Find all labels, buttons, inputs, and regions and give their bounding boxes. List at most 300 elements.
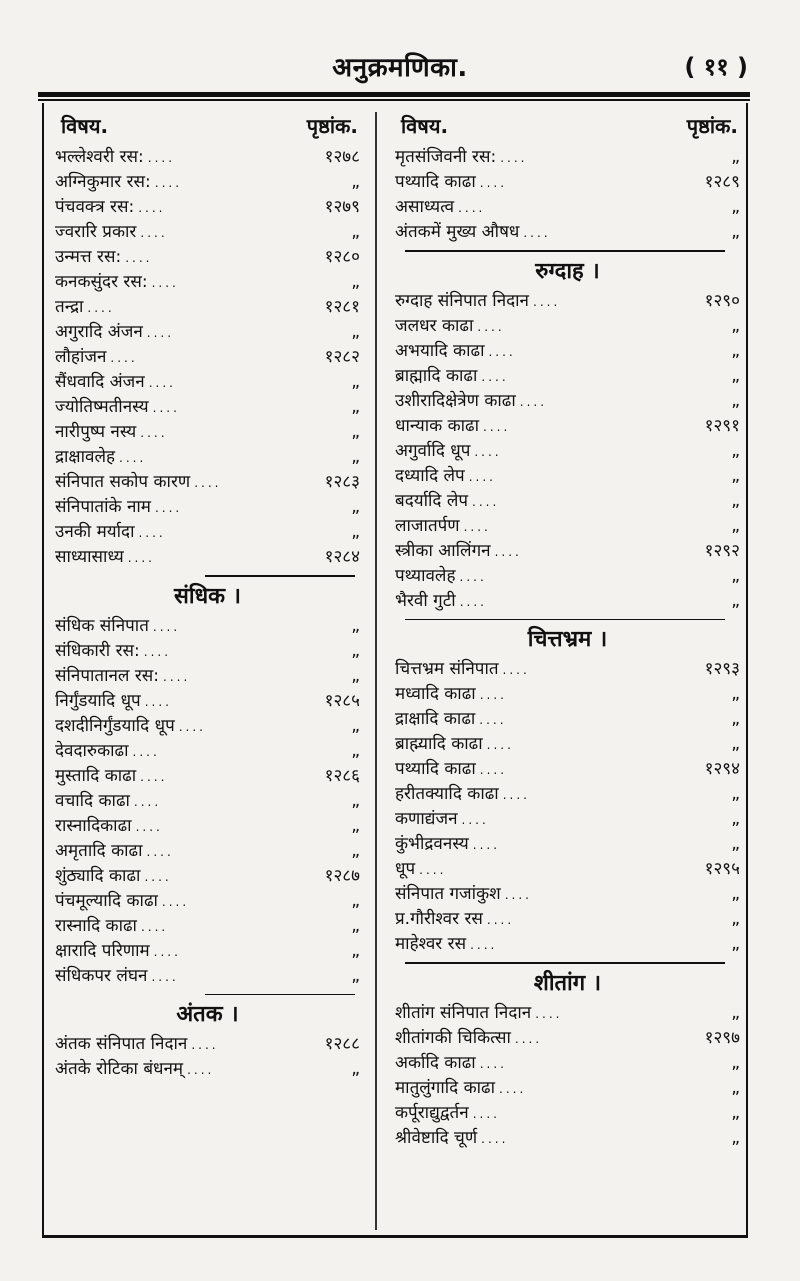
index-entry — [395, 438, 740, 463]
index-entry — [395, 656, 740, 681]
leader-dots: .... — [153, 944, 181, 959]
entry-page-number: „ — [731, 1102, 740, 1123]
index-entry — [395, 806, 740, 831]
leader-dots: .... — [140, 226, 168, 240]
entry-page-number: „ — [351, 1059, 360, 1079]
index-entry — [55, 688, 360, 713]
entry-page-number: „ — [731, 197, 740, 217]
leader-dots: .... — [154, 501, 183, 515]
leader-dots: .... — [461, 813, 489, 827]
entry-subject: तन्द्रा — [55, 297, 84, 317]
entry-page-number: „ — [731, 1052, 740, 1073]
entry-subject: भैरवी गुटी — [395, 590, 456, 611]
index-entry — [395, 831, 740, 856]
index-entry — [55, 963, 360, 988]
entry-subject: संधिकारी रस: — [55, 640, 140, 661]
index-entry — [395, 1075, 740, 1100]
leader-dots: .... — [486, 738, 514, 752]
entry-subject: शुंठ्यादि काढा — [55, 865, 141, 886]
entry-page-number: „ — [351, 497, 360, 517]
leader-dots: .... — [132, 744, 160, 759]
left-column-header — [55, 112, 360, 144]
leader-dots: .... — [152, 619, 181, 634]
entry-page-number: १२९० — [704, 290, 740, 311]
leader-dots: .... — [133, 794, 162, 809]
leader-dots: .... — [459, 594, 487, 609]
entry-subject: माहेश्वर रस — [395, 934, 467, 954]
entry-page-number: „ — [731, 147, 740, 167]
index-entry — [55, 763, 360, 788]
entry-page-number: „ — [731, 684, 740, 704]
index-entry — [55, 194, 360, 219]
entry-subject: मुस्तादि काढा — [55, 765, 137, 786]
index-entry — [395, 338, 740, 363]
entry-page-number: „ — [351, 522, 360, 542]
entry-subject: उन्मत्त रस: — [55, 247, 122, 267]
leader-dots: .... — [140, 769, 168, 784]
entry-page-number: „ — [731, 515, 740, 536]
entry-page-number: „ — [351, 665, 360, 686]
entry-page-number: १२९२ — [704, 540, 740, 561]
leader-dots: .... — [481, 1131, 509, 1146]
entry-subject: रास्नादि काढा — [55, 915, 137, 936]
entry-subject: उशीरादिक्षेत्रेण काढा — [395, 390, 516, 411]
index-entry — [395, 881, 740, 906]
entry-subject: कणाद्यंजन — [395, 809, 458, 829]
index-entry — [395, 1025, 740, 1050]
leader-dots: .... — [146, 326, 175, 340]
index-entry — [395, 169, 740, 194]
entry-subject: ब्राह्मादि काढा — [395, 365, 478, 386]
entry-page-number: „ — [351, 222, 360, 242]
entry-subject: ज्योतिष्मतीनस्य — [55, 397, 149, 417]
entry-page-number: „ — [351, 790, 360, 811]
index-entry — [55, 638, 360, 663]
leader-dots: .... — [477, 319, 505, 334]
entry-page-number: „ — [731, 440, 740, 461]
page-title: अनुक्रमणिका. — [332, 53, 468, 83]
entry-subject: धान्याक काढा — [395, 415, 480, 436]
section-heading: चित्तभ्रम । — [527, 627, 608, 652]
entry-subject: मृतसंजिवनी रस: — [395, 147, 497, 167]
index-entry — [395, 1050, 740, 1075]
entry-subject: ब्राह्म्यादि काढा — [395, 734, 483, 754]
index-entry — [55, 663, 360, 688]
leader-dots: .... — [151, 969, 179, 984]
entry-subject: संनिपातांके नाम — [55, 497, 151, 517]
leader-dots: .... — [481, 369, 509, 384]
index-entry — [395, 731, 740, 756]
entry-subject: शीतांग संनिपात निदान — [395, 1002, 532, 1023]
index-entry — [395, 563, 740, 588]
leader-dots: .... — [138, 526, 166, 540]
page-number: ( ११ ) — [684, 53, 748, 81]
leader-dots: .... — [514, 1031, 543, 1046]
leader-dots: .... — [499, 1081, 527, 1096]
entry-page-number: १२८१ — [324, 297, 360, 317]
leader-dots: .... — [494, 544, 522, 559]
index-entry — [55, 369, 360, 394]
entry-page-number: „ — [351, 322, 360, 342]
entry-subject: द्राक्षादि काढा — [395, 709, 476, 729]
entry-subject: असाध्यत्व — [395, 197, 455, 217]
index-entry — [395, 313, 740, 338]
leader-dots: .... — [523, 226, 551, 240]
index-entry — [395, 144, 740, 169]
index-entry — [395, 1125, 740, 1150]
index-entry — [55, 294, 360, 319]
index-entry — [55, 469, 360, 494]
entry-page-number: „ — [731, 565, 740, 586]
leader-dots: .... — [152, 401, 180, 415]
index-entry — [55, 938, 360, 963]
entry-page-number: „ — [731, 340, 740, 361]
entry-subject: संधिकपर लंघन — [55, 965, 148, 986]
entry-subject: मातुलुंगादि काढा — [395, 1077, 496, 1098]
entry-page-number: १२९३ — [704, 659, 740, 679]
index-entry — [55, 494, 360, 519]
leader-dots: .... — [535, 1006, 563, 1021]
entry-page-number: „ — [351, 397, 360, 417]
index-entry — [55, 713, 360, 738]
index-entry — [395, 513, 740, 538]
index-entry — [55, 244, 360, 269]
header-rule-thick — [38, 92, 750, 97]
leader-dots: .... — [191, 1038, 219, 1052]
index-entry — [55, 863, 360, 888]
entry-page-number: १२७८ — [324, 147, 360, 167]
section-heading: शीतांग । — [533, 970, 602, 996]
entry-subject: वचादि काढा — [55, 790, 130, 811]
leader-dots: .... — [479, 176, 508, 190]
leader-dots: .... — [163, 669, 191, 684]
page-number-header: पृष्ठांक. — [686, 114, 738, 138]
index-entry — [395, 1100, 740, 1125]
leader-dots: .... — [533, 294, 561, 309]
entry-subject: हरीतक्यादि काढा — [395, 784, 499, 804]
leader-dots: .... — [110, 351, 138, 365]
leader-dots: .... — [470, 938, 498, 952]
entry-page-number: १२८९ — [704, 172, 740, 192]
index-entry — [55, 419, 360, 444]
leader-dots: .... — [194, 476, 222, 490]
index-entry — [55, 144, 360, 169]
entry-page-number: „ — [731, 315, 740, 336]
leader-dots: .... — [472, 1106, 500, 1121]
leader-dots: .... — [483, 419, 511, 434]
section-rule — [205, 994, 355, 996]
entry-subject: पंचमूल्यादि काढा — [55, 890, 158, 911]
entry-subject: अभयादि काढा — [395, 340, 485, 361]
leader-dots: .... — [151, 276, 179, 290]
entry-subject: रुग्दाह संनिपात निदान — [395, 290, 529, 311]
leader-dots: .... — [419, 863, 447, 877]
leader-dots: .... — [519, 394, 548, 409]
entry-page-number: „ — [731, 909, 740, 929]
index-entry — [55, 319, 360, 344]
leader-dots: .... — [486, 913, 515, 927]
entry-subject: पंचवक्त्र रस: — [55, 197, 135, 217]
leader-dots: .... — [474, 444, 502, 459]
entry-page-number: „ — [731, 490, 740, 511]
entry-page-number: „ — [731, 222, 740, 242]
section-rule — [205, 575, 355, 577]
leader-dots: .... — [472, 838, 501, 852]
index-entry — [395, 538, 740, 563]
leader-dots: .... — [472, 494, 500, 509]
entry-page-number: „ — [351, 422, 360, 442]
left-column — [55, 112, 360, 1081]
entry-page-number: „ — [731, 365, 740, 386]
entry-page-number: „ — [351, 447, 360, 467]
entry-subject: अग्निकुमार रस: — [55, 172, 151, 192]
entry-page-number: १२९४ — [704, 759, 740, 779]
index-entry — [395, 906, 740, 931]
entry-subject: उनकी मर्यादा — [55, 522, 135, 542]
leader-dots: .... — [502, 788, 530, 802]
section-heading: संधिक । — [174, 583, 241, 609]
index-entry — [395, 588, 740, 613]
index-entry — [395, 363, 740, 388]
leader-dots: .... — [144, 869, 172, 884]
entry-page-number: १२९५ — [704, 859, 740, 879]
entry-page-number: १२७९ — [324, 197, 360, 217]
entry-subject: संनिपातानल रस: — [55, 665, 160, 686]
section-rule — [405, 962, 725, 964]
index-entry — [55, 1031, 360, 1056]
leader-dots: .... — [161, 894, 190, 909]
leader-dots: .... — [468, 469, 496, 484]
entry-page-number: „ — [351, 640, 360, 661]
leader-dots: .... — [479, 713, 507, 727]
index-entry — [55, 444, 360, 469]
column-divider — [375, 112, 377, 1230]
entry-subject: नारीपुष्प नस्य — [55, 422, 137, 442]
entry-page-number: „ — [351, 172, 360, 192]
entry-subject: अमृतादि काढा — [55, 840, 143, 861]
entry-subject: धूप — [395, 859, 416, 879]
entry-page-number: „ — [351, 965, 360, 986]
leader-dots: .... — [140, 426, 168, 440]
entry-subject: देवदारुकाढा — [55, 740, 129, 761]
index-entry — [395, 288, 740, 313]
entry-subject: संधिक संनिपात — [55, 615, 149, 636]
entry-subject: बदर्यादि लेप — [395, 490, 469, 511]
leader-dots: .... — [127, 551, 155, 565]
entry-subject: साध्यासाध्य — [55, 547, 124, 567]
index-entry — [55, 1056, 360, 1081]
index-entry — [395, 463, 740, 488]
entry-subject: प्र.गौरीश्वर रस — [395, 909, 483, 929]
entry-page-number: „ — [731, 734, 740, 754]
entry-subject: अगुर्वादि धूप — [395, 440, 471, 461]
entry-page-number: १२९१ — [704, 415, 740, 436]
entry-page-number: „ — [351, 372, 360, 392]
entry-subject: पथ्यादि काढा — [395, 759, 476, 779]
leader-dots: .... — [135, 819, 163, 834]
entry-subject: अंतकमें मुख्य औषध — [395, 222, 520, 242]
entry-page-number: „ — [731, 1077, 740, 1098]
entry-page-number: „ — [731, 784, 740, 804]
page-header — [0, 48, 800, 88]
entry-subject: श्रीवेष्टादि चूर्ण — [395, 1127, 478, 1148]
index-entry — [395, 219, 740, 244]
subject-header: विषय. — [401, 114, 449, 138]
index-entry — [55, 169, 360, 194]
entry-page-number: „ — [351, 890, 360, 911]
right-column-header — [395, 112, 740, 144]
entry-page-number: „ — [351, 740, 360, 761]
entry-page-number: १२८५ — [324, 690, 360, 711]
entry-page-number: „ — [351, 840, 360, 861]
entry-subject: अगुरादि अंजन — [55, 322, 143, 342]
index-entry — [395, 706, 740, 731]
leader-dots: .... — [148, 376, 176, 390]
entry-subject: जलधर काढा — [395, 315, 474, 336]
entry-page-number: „ — [731, 834, 740, 854]
leader-dots: .... — [479, 763, 508, 777]
entry-page-number: १२९७ — [704, 1027, 740, 1048]
index-entry — [55, 738, 360, 763]
index-entry — [55, 613, 360, 638]
entry-page-number: „ — [731, 709, 740, 729]
entry-subject: संनिपात सकोप कारण — [55, 472, 191, 492]
entry-page-number: १२८४ — [324, 547, 360, 567]
entry-page-number: „ — [731, 884, 740, 904]
entry-page-number: „ — [731, 390, 740, 411]
index-entry — [55, 888, 360, 913]
index-entry — [55, 269, 360, 294]
entry-page-number: १२८६ — [324, 765, 360, 786]
leader-dots: .... — [187, 1063, 215, 1077]
entry-page-number: „ — [351, 715, 360, 736]
index-entry — [395, 413, 740, 438]
leader-dots: .... — [140, 919, 169, 934]
entry-subject: भल्लेश्वरी रस: — [55, 147, 144, 167]
entry-page-number: „ — [731, 934, 740, 954]
entry-page-number: „ — [351, 615, 360, 636]
entry-page-number: १२८३ — [324, 472, 360, 492]
index-entry — [395, 681, 740, 706]
leader-dots: .... — [146, 844, 174, 859]
entry-subject: द्राक्षावलेह — [55, 447, 116, 467]
entry-subject: दशदीनिर्गुंडयादि धूप — [55, 715, 175, 736]
index-entry — [395, 388, 740, 413]
entry-page-number: „ — [351, 272, 360, 292]
entry-subject: दध्यादि लेप — [395, 465, 465, 486]
section-rule — [405, 250, 725, 252]
entry-subject: लौहांजन — [55, 347, 107, 367]
index-entry — [55, 519, 360, 544]
entry-page-number: „ — [731, 465, 740, 486]
index-entry — [55, 344, 360, 369]
entry-page-number: १२८० — [324, 247, 360, 267]
entry-subject: निर्गुंडयादि धूप — [55, 690, 141, 711]
index-entry — [395, 488, 740, 513]
leader-dots: .... — [458, 201, 486, 215]
entry-page-number: „ — [731, 809, 740, 829]
entry-subject: पथ्यादि काढा — [395, 172, 476, 192]
leader-dots: .... — [147, 151, 176, 165]
entry-subject: ज्वरारि प्रकार — [55, 222, 137, 242]
leader-dots: .... — [479, 688, 507, 702]
entry-subject: क्षारादि परिणाम — [55, 940, 150, 961]
entry-subject: संनिपात गजांकुश — [395, 884, 501, 904]
leader-dots: .... — [459, 569, 487, 584]
leader-dots: .... — [479, 1056, 507, 1071]
page-number-header: पृष्ठांक. — [306, 114, 358, 138]
index-entry — [395, 1000, 740, 1025]
index-entry — [395, 931, 740, 956]
entry-subject: शीतांगकी चिकित्सा — [395, 1027, 511, 1048]
entry-subject: चित्तभ्रम संनिपात — [395, 659, 499, 679]
index-entry — [395, 781, 740, 806]
entry-subject: कनकसुंदर रस: — [55, 272, 148, 292]
leader-dots: .... — [87, 301, 115, 315]
leader-dots: .... — [119, 451, 147, 465]
entry-page-number: „ — [351, 940, 360, 961]
leader-dots: .... — [504, 888, 532, 902]
entry-subject: कुंभीद्रवनस्य — [395, 834, 469, 854]
index-entry — [55, 913, 360, 938]
index-entry — [55, 788, 360, 813]
leader-dots: .... — [144, 694, 172, 709]
index-entry — [55, 813, 360, 838]
entry-page-number: „ — [731, 1002, 740, 1023]
entry-page-number: १२८८ — [324, 1034, 360, 1054]
entry-subject: पथ्यावलेह — [395, 565, 456, 586]
entry-page-number: „ — [731, 590, 740, 611]
index-entry — [395, 756, 740, 781]
right-column — [395, 112, 740, 1150]
entry-page-number: „ — [731, 1127, 740, 1148]
index-entry — [55, 838, 360, 863]
index-entry — [55, 394, 360, 419]
section-rule — [405, 619, 725, 621]
entry-subject: सैंधवादि अंजन — [55, 372, 145, 392]
index-entry — [395, 194, 740, 219]
index-entry — [395, 856, 740, 881]
subject-header: विषय. — [61, 114, 109, 138]
entry-page-number: „ — [351, 915, 360, 936]
leader-dots: .... — [178, 719, 206, 734]
entry-page-number: १२८७ — [324, 865, 360, 886]
index-entry — [55, 219, 360, 244]
leader-dots: .... — [125, 251, 153, 265]
entry-page-number: „ — [351, 815, 360, 836]
leader-dots: .... — [143, 644, 172, 659]
index-entry — [55, 544, 360, 569]
entry-subject: अर्कादि काढा — [395, 1052, 476, 1073]
entry-page-number: १२८२ — [324, 347, 360, 367]
entry-subject: रास्नादिकाढा — [55, 815, 132, 836]
entry-subject: कर्पूराद्युद्वर्तन — [395, 1102, 469, 1123]
entry-subject: मध्वादि काढा — [395, 684, 476, 704]
leader-dots: .... — [500, 151, 528, 165]
leader-dots: .... — [154, 176, 183, 190]
leader-dots: .... — [463, 519, 491, 534]
section-heading: रुग्दाह । — [535, 258, 600, 284]
entry-subject: स्त्रीका आलिंगन — [395, 540, 491, 561]
leader-dots: .... — [138, 201, 166, 215]
entry-subject: अंतक संनिपात निदान — [55, 1034, 188, 1054]
entry-subject: लाजातर्पण — [395, 515, 460, 536]
section-heading: अंतक । — [176, 1002, 239, 1027]
leader-dots: .... — [502, 663, 530, 677]
entry-subject: अंतके रोटिका बंधनम् — [55, 1059, 184, 1079]
leader-dots: .... — [488, 344, 516, 359]
header-rule-thin — [38, 99, 750, 101]
